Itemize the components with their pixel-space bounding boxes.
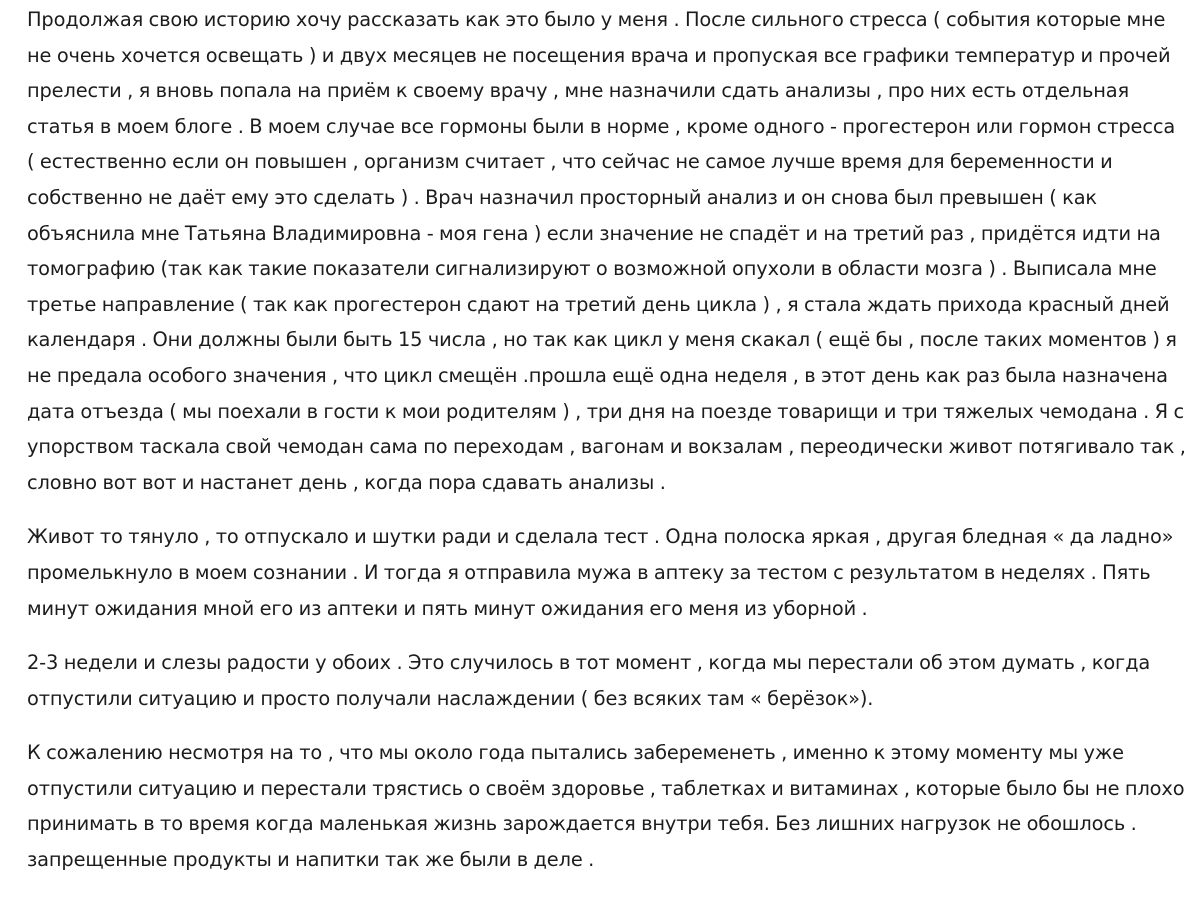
paragraph-1: Продолжая свою историю хочу рассказать как это было у меня . После сильного стресса ( события которые мне не очень хочется освещать ) и двух месяцев не посещения врача и пропуская все графики температур и прочей прелести , я вновь попала на приём к своему врачу , мне назначили сдать анализы , про них есть отдельная статья в моем блоге . В моем случае все гормоны были в норме , кроме одного - прогестерон или гормон стресса ( естественно если он повышен , организм считает , что сейчас не самое лучше время для беременности и собственно не даёт ему это сделать ) . Врач назначил просторный анализ и он снова был превышен ( как объяснила мне Татьяна Владимировна - моя гена ) если значение не спадёт и на третий раз , придётся идти на томографию (так как такие показатели сигнализируют о возможной опухоли в области мозга ) . Выписала мне третье направление ( так как прогестерон сдают на третий день цикла ) , я стала ждать прихода красный дней календаря . Они должны были быть 15 числа , но так как цикл у меня скакал ( ещё бы , после таких моментов ) я не предала особого значения , что цикл смещён .прошла ещё одна неделя , в этот день как раз была назначена дата отъезда ( мы поехали в гости к мои родителям ) , три дня на поезде товарищи и три тяжелых чемодана . Я с упорством таскала свой чемодан сама по переходам , вагонам и вокзалам , переодически живот потягивало так , словно вот вот и настанет день , когда пора сдавать анализы . — [27, 8, 1186, 494]
paragraph-2: Живот то тянуло , то отпускало и шутки ради и сделала тест . Одна полоска яркая , другая бледная « да ладно» промелькнуло в моем сознании . И тогда я отправила мужа в аптеку за тестом с результатом в неделях . Пять минут ожидания мной его из аптеки и пять минут ожидания его меня из уборной . — [27, 525, 1174, 620]
paragraph-3: 2-3 недели и слезы радости у обоих . Это случилось в тот момент , когда мы перестали об этом думать , когда отпустили ситуацию и просто получали наслаждении ( без всяких там « берёзок»). — [27, 651, 1151, 710]
paragraph-4: К сожалению несмотря на то , что мы около года пытались забеременеть , именно к этому моменту мы уже отпустили ситуацию и перестали трястись о своём здоровье , таблетках и витаминах , которые было бы не плохо принимать в то время когда маленькая жизнь зарождается внутри тебя. Без лишних нагрузок не обошлось . запрещенные продукты и напитки так же были в деле . — [27, 741, 1185, 872]
